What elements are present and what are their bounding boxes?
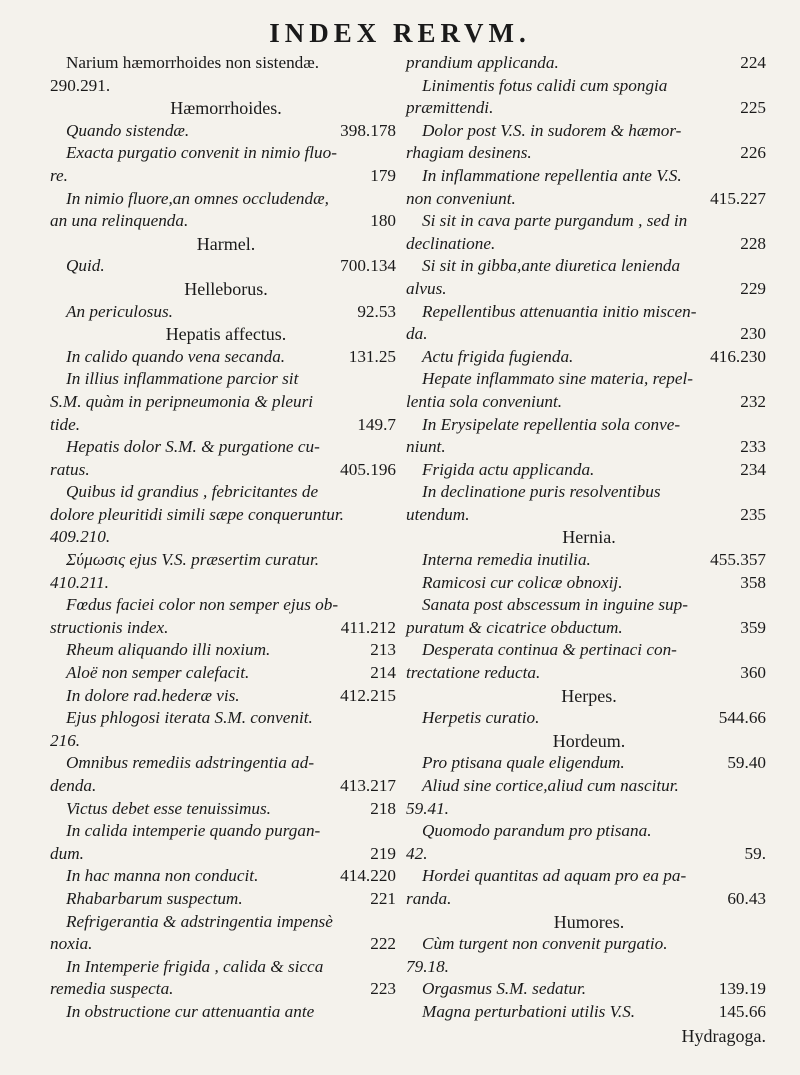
- index-entry: [406, 820, 766, 865]
- index-entry: [412, 346, 766, 369]
- entry-text: Interna remedia inutilia. 455.357: [412, 549, 766, 572]
- entry-text: In Erysipelate repellentia sola conve-: [422, 414, 681, 434]
- page-reference: 145.66: [718, 1001, 766, 1021]
- entry-text: Linimentis fotus calidi cum spongia: [422, 75, 668, 95]
- entry-text: Fœdus faciei color non semper ejus ob-: [66, 595, 339, 615]
- page-reference: 213: [370, 640, 396, 660]
- entry-text: 216.: [50, 730, 81, 750]
- entry-text: Hordei quantitas ad aquam pro ea pa-: [422, 866, 687, 886]
- index-entry: [406, 301, 766, 346]
- index-entry: [50, 707, 396, 752]
- page-reference: 228: [740, 233, 766, 253]
- index-entry: [406, 933, 766, 978]
- index-heading: Herpes.: [561, 685, 617, 706]
- page-reference: 218: [370, 798, 396, 818]
- entry-text: 59.41.: [406, 798, 449, 818]
- page-reference: 455.357: [710, 550, 766, 570]
- entry-text: Refrigerantia & adstringentia impensè: [66, 911, 333, 931]
- entry-text: Dolor post V.S. in sudorem & hæmor-: [422, 120, 682, 140]
- entry-text: Quomodo parandum pro ptisana.: [422, 821, 652, 841]
- entry-text: prandium applicanda. 224: [406, 52, 766, 75]
- index-entry: [406, 594, 766, 639]
- page-reference: 139.19: [718, 979, 766, 999]
- page-reference: 149.7: [357, 414, 396, 434]
- index-entry: [56, 301, 396, 324]
- entry-text: Victus debet esse tenuissimus. 218: [56, 798, 396, 821]
- entry-text: declinatione. 228: [406, 233, 766, 256]
- index-heading: Hepatis affectus.: [165, 324, 287, 345]
- index-entry: [406, 775, 766, 820]
- entry-text: alvus. 229: [406, 278, 766, 301]
- entry-text: denda. 413.217: [50, 775, 396, 798]
- entry-text: re. 179: [50, 165, 396, 188]
- entry-text: noxia. 222: [50, 933, 396, 956]
- index-entry: [56, 1001, 396, 1024]
- index-entry: [412, 978, 766, 1001]
- index-entry: [56, 888, 396, 911]
- page-reference: 59.: [744, 843, 766, 863]
- entry-text: remedia suspecta. 223: [50, 978, 396, 1001]
- index-entry: [50, 368, 396, 436]
- page-reference: 412.215: [340, 685, 396, 705]
- page-reference: 232: [740, 391, 766, 411]
- page-reference: 219: [370, 843, 396, 863]
- entry-text: trectatione reducta. 360: [406, 662, 766, 685]
- page-reference: 226: [740, 143, 766, 163]
- entry-text: Pro ptisana quale eligendum. 59.40: [412, 752, 766, 775]
- index-entry: [56, 639, 396, 662]
- entry-text: dum. 219: [50, 843, 396, 866]
- index-entry: [56, 798, 396, 821]
- left-column: [50, 52, 396, 1024]
- entry-text: Desperata continua & pertinaci con-: [422, 640, 677, 660]
- index-entry: [406, 52, 766, 75]
- page-reference: 179: [370, 165, 396, 185]
- page-reference: 224: [740, 53, 766, 72]
- catchword: Hydragoga.: [681, 1026, 766, 1046]
- page-reference: 60.43: [727, 888, 766, 908]
- page-reference: 234: [740, 459, 766, 479]
- index-entry: [412, 1001, 766, 1024]
- entry-text: In calido quando vena secanda. 131.25: [56, 346, 396, 369]
- page-reference: 416.230: [710, 346, 766, 366]
- index-entry: [50, 594, 396, 639]
- entry-text: niunt. 233: [406, 436, 766, 459]
- entry-text: Hepatis dolor S.M. & purgatione cu-: [66, 437, 320, 457]
- index-heading: Harmel.: [196, 233, 256, 254]
- entry-text: Quando sistendæ. 398.178: [56, 120, 396, 143]
- index-entry: [50, 911, 396, 956]
- entry-text: non conveniunt. 415.227: [406, 188, 766, 211]
- index-entry: [406, 120, 766, 165]
- index-entry: [406, 481, 766, 526]
- entry-text: 79.18.: [406, 956, 449, 976]
- index-entry: [50, 436, 396, 481]
- entry-text: Narium hæmorrhoides non sistendæ.: [66, 53, 320, 72]
- index-entry: [50, 52, 396, 97]
- page-reference: 59.40: [727, 753, 766, 773]
- page-reference: 405.196: [340, 459, 396, 479]
- entry-text: an una relinquenda. 180: [50, 210, 396, 233]
- index-entry: [406, 255, 766, 300]
- entry-text: Actu frigida fugienda. 416.230: [412, 346, 766, 369]
- entry-text: Herpetis curatio. 544.66: [412, 707, 766, 730]
- index-entry: [56, 120, 396, 143]
- index-entry: [412, 752, 766, 775]
- page-reference: 180: [370, 211, 396, 231]
- page-reference: 92.53: [357, 301, 396, 321]
- index-entry: [406, 414, 766, 459]
- index-entry: [406, 75, 766, 120]
- entry-text: In obstructione cur attenuantia ante: [66, 1001, 315, 1021]
- entry-text: Rhabarbarum suspectum. 221: [56, 888, 396, 911]
- entry-text: Frigida actu applicanda. 234: [412, 459, 766, 482]
- entry-text: Ejus phlogosi iterata S.M. convenit.: [66, 708, 313, 728]
- index-entry: [56, 685, 396, 708]
- entry-text: præmittendi. 225: [406, 97, 766, 120]
- entry-text: Hepate inflammato sine materia, repel-: [422, 369, 693, 389]
- entry-text: Orgasmus S.M. sedatur. 139.19: [412, 978, 766, 1001]
- entry-text: In illius inflammatione parcior sit: [66, 369, 299, 389]
- entry-text: lentia sola conveniunt. 232: [406, 391, 766, 414]
- index-entry: [50, 142, 396, 187]
- page-reference: 225: [740, 98, 766, 118]
- index-entry: [50, 820, 396, 865]
- entry-text: Repellentibus attenuantia initio miscen-: [422, 301, 697, 321]
- index-entry: [50, 956, 396, 1001]
- index-entry: [406, 368, 766, 413]
- entry-text: 42. 59.: [406, 843, 766, 866]
- index-entry: [406, 165, 766, 210]
- entry-text: puratum & cicatrice obductum. 359: [406, 617, 766, 640]
- index-entry: [56, 255, 396, 278]
- right-column: [406, 52, 766, 1024]
- entry-text: In dolore rad.hederæ vis. 412.215: [56, 685, 396, 708]
- entry-text: Magna perturbationi utilis V.S. 145.66: [412, 1001, 766, 1024]
- page-reference: 359: [740, 617, 766, 637]
- index-entry: [50, 549, 396, 594]
- index-entry: [406, 210, 766, 255]
- entry-text: 409.210.: [50, 527, 111, 547]
- entry-text: In calida intemperie quando purgan-: [66, 821, 321, 841]
- entry-text: 410.211.: [50, 572, 109, 592]
- entry-text: Aloë non semper calefacit. 214: [56, 662, 396, 685]
- entry-text: Si sit in gibba,ante diuretica lenienda: [422, 256, 681, 276]
- page-reference: 233: [740, 437, 766, 457]
- index-heading: Humores.: [553, 911, 625, 932]
- page-reference: 221: [370, 888, 396, 908]
- page-reference: 700.134: [340, 256, 396, 276]
- index-entry: [412, 549, 766, 572]
- page-reference: 413.217: [340, 776, 396, 795]
- entry-text: Aliud sine cortice,aliud cum nascitur.: [422, 776, 679, 795]
- entry-text: Ramicosi cur colicæ obnoxij. 358: [412, 572, 766, 595]
- entry-text: Rheum aliquando illi noxium. 213: [56, 639, 396, 662]
- page-reference: 222: [370, 934, 396, 954]
- page-reference: 230: [740, 324, 766, 344]
- entry-text: An periculosus. 92.53: [56, 301, 396, 324]
- entry-text: Quid. 700.134: [56, 255, 396, 278]
- index-heading: Hæmorrhoides.: [170, 98, 282, 119]
- index-entry: [406, 639, 766, 684]
- page-reference: 214: [370, 663, 396, 683]
- index-entry: [56, 865, 396, 888]
- entry-text: tide. 149.7: [50, 414, 396, 437]
- page-reference: 229: [740, 278, 766, 298]
- page-reference: 398.178: [340, 120, 396, 140]
- index-entry: [50, 188, 396, 233]
- index-entry: [412, 707, 766, 730]
- page-reference: 223: [370, 979, 396, 999]
- entry-text: structionis index. 411.212: [50, 617, 396, 640]
- index-heading: Helleborus.: [184, 278, 268, 299]
- entry-text: In inflammatione repellentia ante V.S.: [422, 165, 682, 185]
- page-reference: 544.66: [718, 708, 766, 728]
- index-entry: [56, 346, 396, 369]
- entry-text: In hac manna non conducit. 414.220: [56, 865, 396, 888]
- entry-text: dolore pleuritidi simili sæpe conqueruntur.: [50, 504, 344, 524]
- entry-text: rhagiam desinens. 226: [406, 142, 766, 165]
- index-heading: Hordeum.: [552, 730, 626, 751]
- index-entry: [406, 865, 766, 910]
- index-entry: [56, 662, 396, 685]
- entry-text: S.M. quàm in peripneumonia & pleuri: [50, 391, 314, 411]
- entry-text: utendum. 235: [406, 504, 766, 527]
- page-reference: 415.227: [710, 188, 766, 208]
- page-reference: 235: [740, 504, 766, 524]
- entry-text: In declinatione puris resolventibus: [422, 482, 661, 502]
- entry-text: Omnibus remediis adstringentia ad-: [66, 753, 315, 773]
- index-heading: Hernia.: [562, 527, 616, 548]
- entry-text: Sanata post abscessum in inguine sup-: [422, 595, 688, 615]
- page-reference: 358: [740, 572, 766, 592]
- entry-text: da. 230: [406, 323, 766, 346]
- entry-text: Si sit in cava parte purgandum , sed in: [422, 211, 688, 231]
- entry-text: 290.291.: [50, 75, 111, 95]
- index-entry: [50, 481, 396, 549]
- page-reference: 360: [740, 663, 766, 683]
- entry-text: In nimio fluore,an omnes occludendæ,: [66, 188, 329, 208]
- entry-text: randa. 60.43: [406, 888, 766, 911]
- entry-text: In Intemperie frigida , calida & sicca: [66, 956, 324, 976]
- page-reference: 414.220: [340, 866, 396, 886]
- index-entry: [412, 459, 766, 482]
- index-entry: [412, 572, 766, 595]
- page-reference: 131.25: [348, 346, 396, 366]
- running-head: INDEX RERVM.: [269, 18, 531, 48]
- index-entry: [50, 752, 396, 797]
- entry-text: Cùm turgent non convenit purgatio.: [422, 934, 668, 954]
- entry-text: Exacta purgatio convenit in nimio fluo-: [66, 143, 337, 163]
- entry-text: Σύμωσις ejus V.S. præsertim curatur.: [66, 550, 320, 570]
- entry-text: ratus. 405.196: [50, 459, 396, 482]
- page-reference: 411.212: [340, 617, 396, 637]
- entry-text: Quibus id grandius , febricitantes de: [66, 482, 319, 502]
